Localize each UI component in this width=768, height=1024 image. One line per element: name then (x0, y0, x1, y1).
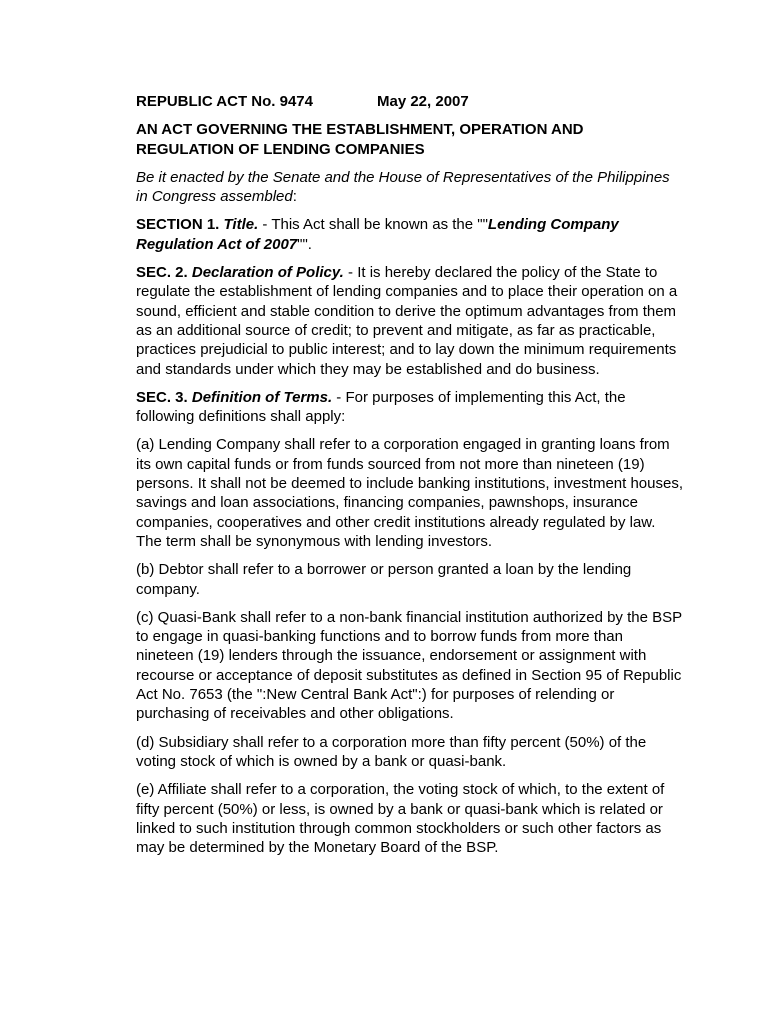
definition-c: (c) Quasi-Bank shall refer to a non-bank financial institution authorized by the BSP to engage in quasi-banking functions and to borrow funds from more than nineteen (19) lenders through the issuance, endorsement or assignment with recourse or acceptance of deposit substitutes as defined in Section 95 of Republic Act No. 7653 (the ":New Central Bank Act":) for purposes of relending or purchasing of receivables and other obligations. (136, 608, 682, 723)
definition-e: (e) Affiliate shall refer to a corporation, the voting stock of which, to the extent of fifty percent (50%) or less, is owned by a bank or quasi-bank which is related or linked to such institution through common stockholders or such other factors as may be determined by the Monetary Board of the BSP. (136, 781, 665, 857)
section-1 (136, 215, 684, 254)
definition-a: (a) Lending Company shall refer to a corporation engaged in granting loans from its own capital funds or from funds sourced from not more than nineteen (19) persons. It shall not be deemed to include banking institutions, investment houses, savings and loan associations, financing companies, pawnshops, insurance companies, cooperatives and other credit institutions already regulated by law. The term shall be synonymous with lending investors. (136, 436, 683, 550)
section-3-label: SEC. 3. (136, 388, 188, 406)
section-1-text-end: "". (297, 235, 312, 253)
section-1-text: - This Act shall be known as the "" (258, 216, 488, 234)
section-1-label: SECTION 1. (136, 216, 220, 234)
section-1-short-title: Lending Company Regulation Act of 2007 (136, 216, 619, 253)
enacting-clause (136, 168, 684, 207)
section-2 (136, 263, 684, 379)
section-2-label: SEC. 2. (136, 264, 188, 282)
act-title: AN ACT GOVERNING THE ESTABLISHMENT, OPERATION AND REGULATION OF LENDING COMPANIES (136, 121, 584, 158)
definition-b: (b) Debtor shall refer to a borrower or person granted a loan by the lending company. (136, 561, 632, 598)
enacting-clause-text: Be it enacted by the Senate and the House of Representatives of the Philippines in Congress assembled (136, 168, 670, 206)
section-2-heading: Declaration of Policy. (191, 264, 344, 282)
document-page (136, 92, 684, 866)
definition-d: (d) Subsidiary shall refer to a corporation more than fifty percent (50%) of the voting stock of which is owned by a bank or quasi-bank. (136, 733, 647, 770)
act-date: May 22, 2007 (376, 93, 469, 110)
document-header (136, 92, 684, 111)
section-1-heading: Title. (223, 216, 259, 234)
enacting-clause-colon: : (292, 188, 297, 206)
section-3-heading: Definition of Terms. (191, 388, 333, 406)
section-2-text: - It is hereby declared the policy of the State to regulate the establishment of lending companies and to place their operation on a sound, efficient and stable condition to derive the optimum advantages from them as an additional source of credit; to prevent and mitigate, as far as practicable, practices prejudicial to public interest; and to lay down the minimum requirements and standards under which they may be established and do business. (136, 264, 678, 378)
act-number: REPUBLIC ACT No. 9474 (136, 93, 313, 110)
section-3 (136, 388, 684, 427)
section-3-text: - For purposes of implementing this Act, the following definitions shall apply: (136, 388, 626, 426)
